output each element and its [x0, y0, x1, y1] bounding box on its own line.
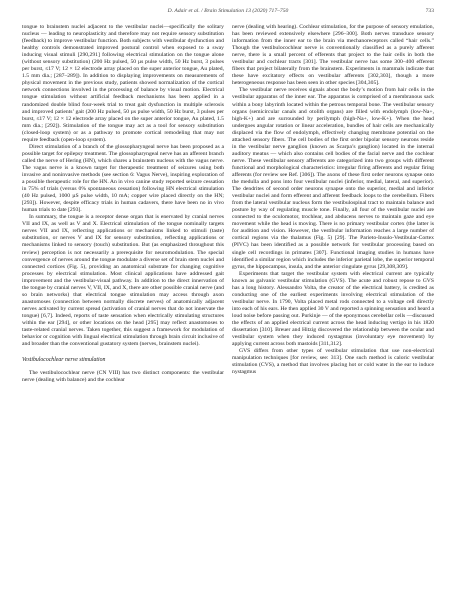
left-column — [22, 24, 224, 590]
paragraph: GVS differs from other types of vestibular stimulation that use non-electrical manipulation techniques [for review, see: 313]. One such method is caloric vestibular stimulation (CVS), a method that involves placing hot or cold water in the ear to induce nystagmus — [232, 348, 434, 376]
section-subheading: Vestibulocochlear nerve stimulation — [22, 357, 106, 364]
page-number: 733 — [425, 8, 434, 14]
right-column — [232, 24, 434, 590]
paragraph: In summary, the tongue is a receptor dense organ that is enervated by cranial nerves VII and IX, as well as V and X. Electrical stimulation of the tongue nominally targets nerves VII and IX, reflecting applications or mechanisms linked to stimuli (taste) substitution, or nerves V and IX for sensory substitution, reflecting applications or mechanisms linked to sensory (touch) substitution. But (as emphasized throughout this review) perception is not necessarily a prerequisite for neuromodulation. The special convergence of nerves around the tongue modulate a diverse set of brain stem nuclei and connected cortices (Fig. 5), providing an anatomical substrate for changing cognitive processes by electrical stimulation. Most clinical applications have addressed gait improvement and the vestibular-visual pathway. In addition to the direct innervation of the tongue by cranial nerves V, VII, IX, and X, there are other possible cranial nerve (and so brain networks) that electrical tongue stimulation may access through axon anastomoses (connection between normally discrete nerves) of anatomically adjacent nerves activated by current spread (activation of cranial nerves that do not innervate the tongue) [6,7]. Indeed, reports of taste sensation when electrically stimulating structures within the ear [294], or other locations on the head [295] may reflect anastomoses to taste-related cranial nerves. Taken together, this suggest a framework for modulation of behavior or cognition with lingual electrical stimulation through brain circuit inclusive of and broader than the conventional gustatory system (nerves, brainstem nuclei). — [22, 214, 224, 348]
running-header — [22, 8, 434, 18]
paragraph: The vestibular nerve receives signals about the body’s motion from hair cells in the vestibular apparatus of the inner ear. The apparatus is comprised of a membranous sack within a bony labyrinth located within the petrous temporal bone. The vestibular sensory organs (semicircular canals and otolith organs) are filled with endolymph (low-Na+, high-K+) and are surrounded by perilymph (high-Na+, low-K+). When the head undergoes angular rotation or linear acceleration, bundles of hair cells are mechanically displaced via the flow of endolymph, effectively changing membrane potential on the attached sensory fibers. The cell bodies of the first order bipolar sensory neurons reside in the vestibular nerve ganglion (known as Scarpa’s ganglion) located in the internal auditory meatus — which also contains cell bodies of the facial nerve and the cochlear nerve. These vestibular sensory afferents are categorized into two groups with different functional and morphological characteristics: irregular firing afferents and regular firing afferents (for review see Ref. [306]). The axons of these first order neurons synapse onto the medulla and pons into four vestibular nuclei (inferior, medial, lateral, and superior). The dendrites of second order neurons synapse onto the superior, medial and inferior vestibular nuclei and form efferent and afferent feedback loops to the cerebellum. Fibers from the lateral vestibular nucleus form the vestibulospinal tract to maintain balance and posture by way of regulating muscle tone. Finally, all four of the vestibular nuclei are connected to the oculomotor, trochlear, and abducens nerves to maintain gaze and eye movement while the head is moving. There is no primary vestibular cortex (the latter is for audition and vision. However, the vestibular information reaches a large number of cortical regions via the thalamus (Fig. 5) [29]. The Parieto-Insulo-Vestibular-Cortex (PIVC) has been identified as a possible network for vestibular processing based on single cell recordings in primates [307]. Functional imaging studies in humans have identified a similar region which includes the inferior parietal lobe, the superior temporal gyrus, the hippocampus, insula, and the anterior cingulate gyrus [29,308,309]. — [232, 87, 434, 270]
paragraph: Experiments that target the vestibular system with electrical current are typically known as galvanic vestibular stimulation (GVS). The acute and robust repose to GVS has a long history. Alessandro Volta, the creator of the electrical battery, is credited as conducting one of the earliest experiments involving electrical stimulation of the vestibular nerve. In 1790, Volta placed metal rods connected to a voltage cell directly into each of his ears. He then applied 30 V and reported a spinning sensation and heard a loud noise before passing out. Purkinje — of the eponymous cerebellar cells —discussed the effects of an applied electrical current across the head inducing vertigo in his 1820 dissertation [310]. Breuer and Hitzig discovered the relationship between the ocular and vestibular system when they induced nystagmus (involuntary eye movement) by applying current across both mastoids [311,312]. — [232, 270, 434, 348]
journal-citation: D. Adair et al. / Brain Stimulation 13 (2020) 717–750 — [167, 8, 289, 14]
paragraph: Direct stimulation of a branch of the glossopharyngeal nerve has been proposed as a possible target for epilepsy treatment. The glossopharyngeal nerve has an afferent branch called the nerve of Hering (HN), which shares a brainstem nucleus with the vagus nerve. The vagus nerve is a known target for therapeutic treatment of seizures using both invasive and noninvasive methods (see section 6: Vagus Nerve), inspiring exploration of a possible therapeutic role for the HN. An in vivo canine study reported seizure cessation in 75% of trials (versus 0% spontaneous cessation) following HN electrical stimulation (40 Hz pulsed, 1000 µS pulse width, 10 mA; copper wire placed directly on the HN; [293]). However, despite efficacy trials in human cadavers, there have been no in vivo human trials to date [293]. — [22, 143, 224, 214]
paragraph: nerve (dealing with hearing). Cochlear stimulation, for the purpose of sensory emulation, has been reviewed extensively elsewhere [296–300]. Both nerves transduce sensory information from the inner ear to the brain via mechanoreceptors called “hair cells.” Though the vestibulocochlear nerve is conventionally classified as a purely afferent nerve, there is a small percent of efferents that project to the hair cells in both the vestibular and cochlear tracts [301]. The vestibular nerve has some 300–400 efferent fibers that project bilaterally from the brainstem. Experiments in mammals indicate that these have excitatory effects on vestibular afferents [302,303], though a more heterogeneous response has been seen in other species [304,305]. — [232, 24, 434, 87]
paragraph: tongue to brainstem nuclei adjacent to the vestibular nuclei—specifically the solitary nucleus — leading to neuroplasticity and therefore may not require sensory substitution (feedback) to improve vestibular function. Both subjects with vestibular dysfunction and healthy controls demonstrated improved postural control when exposed to a sway inducing visual stimuli [290,291] following electrical stimulation on the tongue alone (without sensory substitution) (200 Hz pulsed, 50 µs pulse width, 50 Hz burst, 3 pulses per burst, ≤17 V; 12 × 12 electrode array placed on the super anterior tongue, Au plated, 1.5 mm dia.; [287–289]). In addition to displaying improvements on measurements of physical movement in the previous study, patients showed normalization of the cortical network connections involved in the processing of balance by visual motion. Electrical tongue stimulation without artificial feedback mechanisms has been applied in a randomized double blind four-week trial to treat gait dysfunction in multiple sclerosis and improved patients’ gait (200 Hz pulsed, 50 µs pulse width, 50 Hz burst, 3 pulses per burst, ≤17 V; 12 × 12 electrode array placed on the super anterior tongue, Au plated, 1.5 mm dia.; [292]). Stimulation of the tongue may act as a tool for sensory substitution (closed-loop system) or as a pathway to promote cortical remodeling that may not require feedback (open-loop system). — [22, 24, 224, 143]
paragraph: The vestibulocochlear nerve (CN VIII) has two distinct components: the vestibular nerve (dealing with balance) and the cochlear — [22, 370, 224, 384]
